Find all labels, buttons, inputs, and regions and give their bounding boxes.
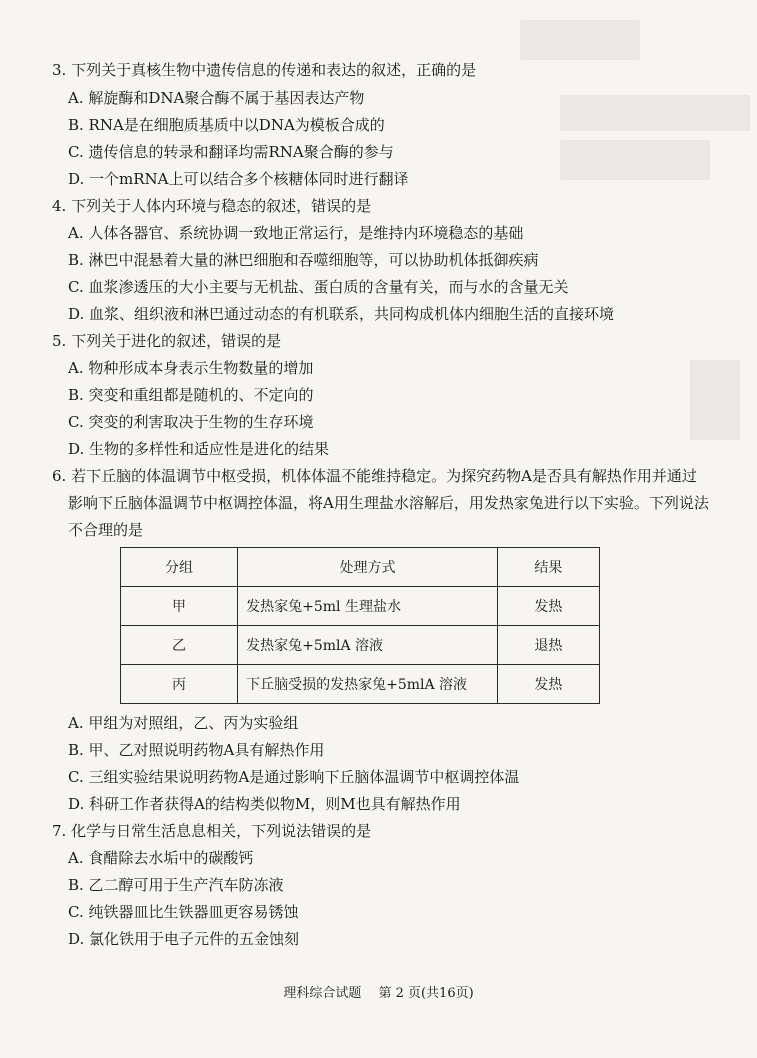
question-3-stem: 3. 下列关于真核生物中遗传信息的传递和表达的叙述，正确的是 (52, 61, 477, 79)
question-3-option-b: B. RNA是在细胞质基质中以DNA为模板合成的 (68, 116, 385, 134)
page-footer: 理科综合试题 第 2 页(共16页) (283, 986, 474, 1001)
bleed-through-mark (690, 360, 740, 440)
question-4-option-b: B. 淋巴中混悬着大量的淋巴细胞和吞噬细胞等，可以协助机体抵御疾病 (68, 251, 539, 269)
question-6-option-b: B. 甲、乙对照说明药物A具有解热作用 (68, 741, 325, 759)
question-6-stem-line-1: 6. 若下丘脑的体温调节中枢受损，机体体温不能维持稳定。为探究药物A是否具有解热作用并通过 (52, 467, 697, 485)
question-3-option-a: A. 解旋酶和DNA聚合酶不属于基因表达产物 (68, 89, 365, 107)
question-4-option-a: A. 人体各器官、系统协调一致地正常运行，是维持内环境稳态的基础 (68, 224, 524, 242)
question-4-stem: 4. 下列关于人体内环境与稳态的叙述，错误的是 (52, 197, 372, 215)
question-4-option-d: D. 血浆、组织液和淋巴通过动态的有机联系，共同构成机体内细胞生活的直接环境 (68, 305, 615, 323)
table-header-treatment: 处理方式 (238, 548, 498, 587)
question-3-option-c: C. 遗传信息的转录和翻译均需RNA聚合酶的参与 (68, 143, 394, 161)
question-5-option-b: B. 突变和重组都是随机的、不定向的 (68, 386, 314, 404)
table-header-result: 结果 (497, 548, 599, 587)
question-6-option-c: C. 三组实验结果说明药物A是通过影响下丘脑体温调节中枢调控体温 (68, 768, 520, 786)
bleed-through-mark (560, 140, 710, 180)
table-cell-treatment: 发热家兔+5mlA 溶液 (238, 626, 498, 665)
table-row (121, 587, 600, 626)
table-cell-result: 发热 (497, 665, 599, 704)
question-7-option-a: A. 食醋除去水垢中的碳酸钙 (68, 849, 254, 867)
question-7-option-c: C. 纯铁器皿比生铁器皿更容易锈蚀 (68, 903, 299, 921)
table-header-group: 分组 (121, 548, 238, 587)
question-6-option-d: D. 科研工作者获得A的结构类似物M，则M也具有解热作用 (68, 795, 461, 813)
question-5-stem: 5. 下列关于进化的叙述，错误的是 (52, 332, 282, 350)
table-cell-group: 丙 (121, 665, 238, 704)
question-7-option-b: B. 乙二醇可用于生产汽车防冻液 (68, 876, 284, 894)
question-5-option-a: A. 物种形成本身表示生物数量的增加 (68, 359, 314, 377)
table-row (121, 626, 600, 665)
question-5-option-d: D. 生物的多样性和适应性是进化的结果 (68, 440, 330, 458)
table-cell-treatment: 发热家兔+5ml 生理盐水 (238, 587, 498, 626)
table-header-row (121, 548, 600, 587)
question-6-option-a: A. 甲组为对照组，乙、丙为实验组 (68, 714, 299, 732)
question-7-stem: 7. 化学与日常生活息息相关，下列说法错误的是 (52, 822, 372, 840)
question-5-option-c: C. 突变的利害取决于生物的生存环境 (68, 413, 314, 431)
question-6-stem-line-2: 影响下丘脑体温调节中枢调控体温，将A用生理盐水溶解后，用发热家兔进行以下实验。下列说法 (68, 494, 709, 512)
table-cell-group: 乙 (121, 626, 238, 665)
table-row (121, 665, 600, 704)
bleed-through-mark (560, 95, 750, 131)
question-6-stem-line-3: 不合理的是 (68, 521, 144, 539)
experiment-table (120, 547, 600, 704)
table-cell-result: 发热 (497, 587, 599, 626)
table-cell-treatment: 下丘脑受损的发热家兔+5mlA 溶液 (238, 665, 498, 704)
table-cell-result: 退热 (497, 626, 599, 665)
table-cell-group: 甲 (121, 587, 238, 626)
question-7-option-d: D. 氯化铁用于电子元件的五金蚀刻 (68, 930, 300, 948)
question-4-option-c: C. 血浆渗透压的大小主要与无机盐、蛋白质的含量有关，而与水的含量无关 (68, 278, 569, 296)
bleed-through-mark (520, 20, 640, 60)
question-3-option-d: D. 一个mRNA上可以结合多个核糖体同时进行翻译 (68, 170, 409, 188)
